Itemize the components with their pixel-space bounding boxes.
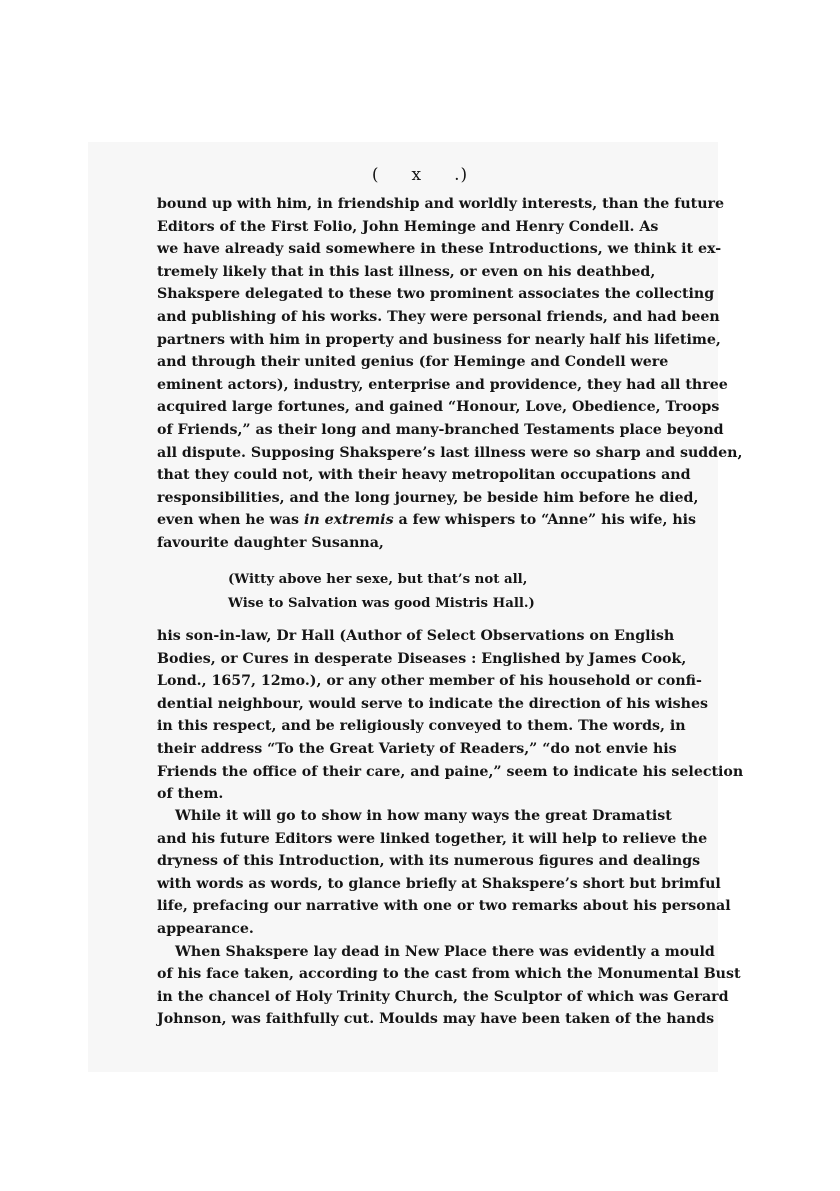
page-number-paren-right: .) [454,165,469,185]
text-line: in this respect, and be religiously conveyed to them. The words, in [157,718,686,735]
text-line: in the chancel of Holy Trinity Church, the Sculptor of which was Gerard [157,988,729,1005]
text-segment: even when he was [157,512,304,529]
page-number [0,165,840,185]
text-line: and his future Editors were linked together, it will help to relieve the [157,830,708,847]
text-line: his son-in-law, Dr Hall (Author of Select Observations on English [157,628,675,644]
text-line: responsibilities, and the long journey, be beside him before he died, [157,489,699,506]
text-line: Friends the office of their care, and paine,” seem to indicate his selection [157,763,744,780]
paragraph-3 [157,805,741,1031]
text-line: appearance. [157,920,254,937]
text-line: of his face taken, according to the cast from which the Monumental Bust [157,966,741,983]
text-line: with words as words, to glance briefly at Shakspere’s short but brimful [157,875,721,892]
text-line: and publishing of his works. They were personal friends, and had been [157,308,720,325]
text-line-with-italic [157,509,697,532]
text-line: dential neighbour, would serve to indicate the direction of his wishes [157,695,708,712]
text-segment: a few whispers to “Anne” his wife, his [393,512,697,529]
text-line: and through their united genius (for Heminge and Condell were [157,354,669,371]
text-line: Bodies, or Cures in desperate Diseases : Englished by James Cook, [157,650,687,667]
verse-line: Wise to Salvation was good Mistris Hall.) [228,595,535,611]
text-line: bound up with him, in friendship and worldly interests, than the future [157,196,725,212]
verse-quotation [228,568,535,615]
text-line: Johnson, was faithfully cut. Moulds may have been taken of the hands [157,1011,715,1028]
text-line: favourite daughter Susanna, [157,534,384,551]
text-line: all dispute. Supposing Shakspere’s last illness were so sharp and sudden, [157,444,743,461]
text-line: dryness of this Introduction, with its numerous figures and dealings [157,853,701,870]
italic-phrase: in extremis [303,512,394,529]
page-number-value: x [411,165,423,185]
text-line: eminent actors), industry, enterprise and providence, they had all three [157,376,728,393]
text-line: we have already said somewhere in these Introductions, we think it ex- [157,241,722,258]
text-line: Shakspere delegated to these two prominent associates the collecting [157,286,715,303]
text-line: acquired large fortunes, and gained “Honour, Love, Obedience, Troops [157,399,720,416]
text-line: that they could not, with their heavy metropolitan occupations and [157,467,691,484]
text-line: of them. [157,786,224,803]
paragraph-2 [157,625,744,806]
text-line: their address “To the Great Variety of Readers,” “do not envie his [157,740,677,757]
text-line: While it will go to show in how many ways the great Dramatist [175,808,672,824]
text-line: When Shakspere lay dead in New Place there was evidently a mould [175,943,715,960]
text-line: life, prefacing our narrative with one or two remarks about his personal [157,898,731,915]
paragraph-1 [157,193,743,555]
text-line: partners with him in property and business for nearly half his lifetime, [157,331,721,348]
text-line: of Friends,” as their long and many-branched Testaments place beyond [157,421,724,438]
page-number-paren-left: ( [371,165,380,185]
text-line: tremely likely that in this last illness, or even on his deathbed, [157,263,656,280]
text-line: Editors of the First Folio, John Heminge and Henry Condell. As [157,218,659,235]
text-line: Lond., 1657, 12mo.), or any other member of his household or confi- [157,673,702,690]
verse-line: (Witty above her sexe, but that’s not all, [228,572,528,587]
